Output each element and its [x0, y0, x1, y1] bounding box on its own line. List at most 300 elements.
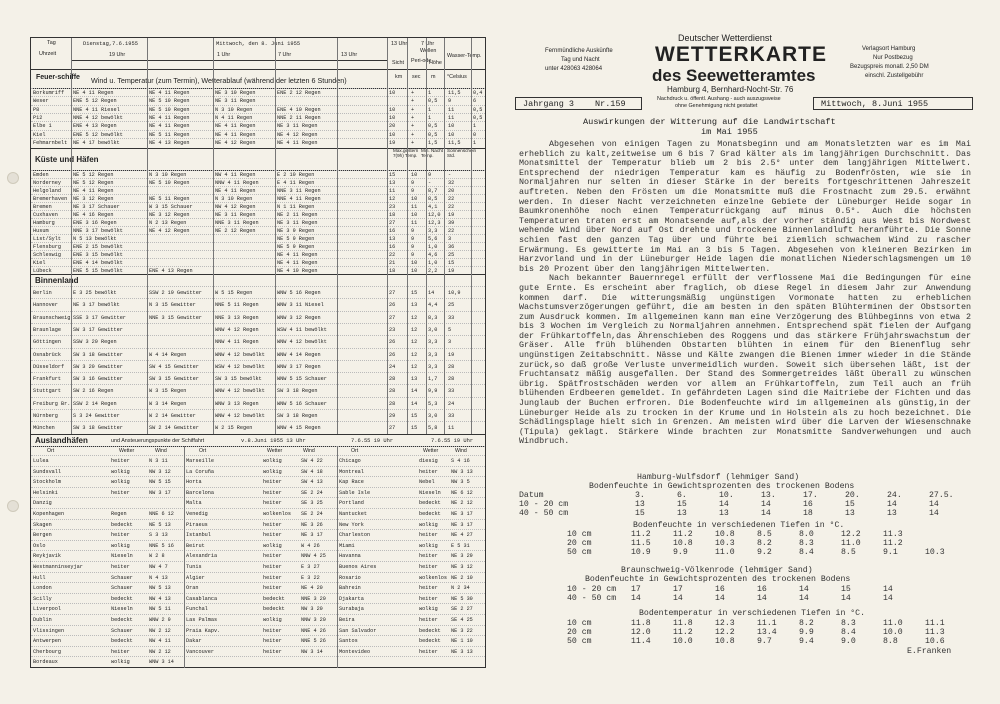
ausland-cell: NE 3 17 — [301, 532, 323, 539]
table-row — [31, 88, 485, 96]
ausland-cell: NW 3 17 — [149, 489, 171, 496]
table-row — [31, 397, 485, 409]
cell-a: ENE 2 15 bewölkt — [73, 244, 123, 250]
ausland-cell: Kap Race — [339, 479, 364, 486]
cell-d: SW 3 18 Regen — [277, 388, 318, 395]
t1-date: 24. — [887, 491, 902, 500]
cell-e: 10 — [389, 131, 396, 138]
cell-g: 12,3 — [428, 220, 441, 226]
ausland-cell: E 3 22 — [301, 574, 320, 581]
ausland-cell: NNE 5 26 — [301, 638, 326, 645]
cell-b: W 2 14 Gewitter — [149, 413, 196, 419]
cell-e: 26 — [389, 339, 396, 346]
cell-d: WNW 4 12 bewölkt — [277, 339, 327, 346]
t1-row1-label: 10 - 20 cm — [519, 500, 569, 509]
cell-a: NE 5 12 Regen — [73, 180, 114, 186]
cell-f: 15 — [411, 413, 418, 419]
ausland-date: v.8.Juni 1955 13 Uhr — [241, 438, 306, 444]
cell-g: 1 — [428, 90, 432, 96]
ausland-cell: Schauer — [111, 627, 133, 634]
cell-i: 6 — [473, 98, 477, 105]
masthead-right4: einschl. Zustellgebühr — [865, 73, 924, 79]
ausland-cell: Djakarta — [339, 595, 364, 602]
cell-c: NE 3 11 Regen — [215, 212, 256, 218]
cell-f: 15 — [411, 290, 418, 296]
ausland-cell: bedeckt — [263, 606, 285, 613]
cell-e: 12 — [389, 196, 396, 202]
ausland-cell: New York — [339, 521, 364, 528]
table-cell: 10.9 — [631, 548, 651, 557]
cell-i: 0,5 — [473, 106, 483, 113]
ausland-cell: heiter — [263, 564, 282, 570]
cell-n: Emden — [33, 172, 49, 178]
cell-e: 23 — [389, 204, 396, 210]
table-cell: 14 — [799, 594, 809, 603]
ausland-cell: W 2 8 — [149, 553, 165, 560]
cell-a: NNE 4 11 Riesel — [73, 106, 120, 113]
ausland-cell: NW 3 14 — [301, 648, 323, 655]
cell-h: 28 — [448, 376, 455, 383]
ausland-cell: NW 5 15 — [149, 479, 171, 486]
table-row — [31, 335, 485, 347]
table-cell: 8.4 — [799, 548, 814, 557]
t1-date: 27.5. — [929, 491, 954, 500]
ausland-cell: NE 3 17 — [451, 511, 473, 517]
cell-a: N 5 13 bewölkt — [73, 236, 117, 242]
table-cell: 14 — [673, 594, 683, 603]
cell-d: NE 5 9 Regen — [277, 236, 315, 242]
ausland-cell: Las Palmas — [186, 617, 218, 623]
ausland-cell: SW 4 13 — [301, 479, 323, 486]
cell-f: 10 — [411, 172, 418, 178]
table-cell: 11.2 — [883, 539, 903, 548]
ausland-cell: Praia Kapv. — [186, 627, 221, 634]
ausland-cell: heiter — [263, 585, 282, 592]
ausland-cell: Havanna — [339, 553, 361, 560]
cell-f: 14 — [411, 400, 418, 407]
cell-a: E 3 25 bewölkt — [73, 290, 117, 296]
cell-e: 20 — [389, 123, 396, 130]
cell-e: 15 — [389, 172, 396, 178]
cell-g: 0,5 — [428, 131, 438, 138]
cell-h: 33 — [448, 314, 455, 321]
ausland-cell: heiter — [419, 585, 438, 592]
table-cell: 11.1 — [925, 619, 945, 628]
cell-f: 10 — [411, 268, 418, 274]
ausland-cell: Skagen — [33, 521, 52, 528]
ausland-cell: bedeckt — [419, 511, 441, 517]
ausland-cell: Montreal — [339, 468, 364, 475]
table-cell: 16 — [757, 585, 767, 594]
table-row — [31, 266, 485, 274]
date-main: Mittwoch, den 8. Juni 1955 — [216, 41, 301, 47]
table-row — [31, 113, 485, 121]
table-cell: 11.0 — [841, 539, 861, 548]
ausland-cell: NE 4 27 — [451, 532, 473, 539]
cell-f: + — [411, 139, 415, 146]
table-row — [31, 178, 485, 186]
wind-caption: Wind u. Temperatur (zum Termin), Wetterablauf (während der letzten 6 Stunden) — [91, 76, 347, 85]
ausland-cell: NW 4 11 — [149, 638, 171, 645]
cell-n: Osnabrück — [33, 351, 62, 358]
depth-label: 10 cm — [567, 530, 592, 539]
cell-b: NE 4 11 Regen — [149, 123, 190, 130]
table-row — [31, 508, 485, 519]
cell-e: 27 — [389, 425, 396, 432]
cell-g: 3,3 — [428, 363, 438, 370]
ausland-cell: Stockholm — [33, 479, 62, 486]
cell-e: 10 — [389, 106, 396, 113]
ausland-cell: NE 4 20 — [301, 585, 323, 592]
table-cell: 11.8 — [631, 619, 651, 628]
ausland-cell: bedeckt — [419, 638, 441, 645]
table-row — [31, 540, 485, 551]
cell-g: 3,0 — [428, 413, 438, 419]
table-row — [31, 258, 485, 266]
t1-row2-value: 13 — [845, 509, 855, 518]
ausland-cell: heiter — [263, 500, 282, 507]
cell-e: 11 — [389, 188, 396, 194]
cell-c: NE 4 11 Regen — [215, 188, 256, 194]
cell-d: NE 4 11 Regen — [277, 252, 318, 258]
cell-f: 12 — [411, 351, 418, 358]
cell-e: 24 — [389, 363, 396, 370]
cell-h: - — [448, 172, 452, 178]
ausland-cell: Portland — [339, 500, 364, 507]
table-cell: 8.5 — [757, 530, 772, 539]
cell-g: 8,3 — [428, 314, 438, 321]
cell-b: SSW 2 19 Gewitter — [149, 290, 202, 296]
cell-a: NE 3 17 Schauer — [73, 204, 120, 210]
cell-d: WNW 3 12 Regen — [277, 314, 321, 321]
table-cell: 8.4 — [841, 628, 856, 637]
cell-e: 29 — [389, 413, 396, 419]
t1-row2-value: 14 — [761, 509, 771, 518]
cell-a: SW 2 16 Regen — [73, 388, 114, 395]
cell-b: NE 5 10 Regen — [149, 106, 190, 113]
ausland-cell: wolkig — [419, 606, 438, 613]
masthead-note1: Nachdruck u. öffentl. Aushang - auch auszugsweise — [657, 96, 781, 102]
ausland-cell: NE 1 10 — [451, 638, 473, 645]
cell-n: Göttingen — [33, 339, 62, 346]
ausland-col-header: Ort — [199, 448, 207, 454]
cell-e: 10 — [389, 114, 396, 121]
cell-n: Kiel — [33, 260, 46, 266]
cell-c: NE 4 11 Regen — [215, 123, 256, 130]
cell-d: WNW 4 14 Regen — [277, 351, 321, 358]
ausland-cell: NW 3 5 — [451, 479, 470, 486]
table-cell: 8.3 — [799, 539, 814, 548]
ausland-cell: Sable Isle — [339, 489, 371, 496]
ausland-cell: heiter — [263, 627, 282, 634]
cell-n: Kiel — [33, 131, 46, 138]
table-row — [31, 487, 485, 498]
ausland-cell: Beira — [339, 617, 355, 623]
ausland-col-header: Wetter — [267, 448, 283, 454]
cell-d: NE 3 11 Regen — [277, 220, 318, 226]
t1-row2-value: 13 — [677, 509, 687, 518]
table-cell: 8.2 — [799, 619, 814, 628]
tag-label: Tag — [47, 40, 56, 46]
cell-d: NE 4 10 Regen — [277, 268, 318, 274]
table-row — [31, 561, 485, 572]
cell-i: 1 — [473, 123, 477, 130]
ausland-col-header: Ort — [47, 448, 55, 454]
table-row — [31, 234, 485, 242]
ausland-cell: SE 4 25 — [451, 617, 473, 623]
km-label: km — [395, 74, 403, 80]
cell-f: + — [411, 131, 415, 138]
cell-f: 13 — [411, 376, 418, 383]
cell-b: W 4 14 Regen — [149, 351, 187, 358]
ausland-cell: Funchal — [186, 606, 208, 613]
article-body — [519, 140, 971, 447]
cell-h: 9 — [448, 98, 452, 105]
cell-a: ENE 5 12 bewölkt — [73, 131, 123, 138]
ausland-cell: wolkig — [111, 479, 130, 486]
cell-a: SW 3 18 Gewitter — [73, 425, 123, 432]
table-cell: 10.8 — [715, 637, 735, 646]
masthead-right2: Nur Postbezug — [873, 55, 913, 61]
ausland-cell: NE 5 30 — [451, 595, 473, 602]
ausland-cell: bedeckt — [419, 500, 441, 507]
table-cell: 12.0 — [631, 628, 651, 637]
bulletin — [515, 33, 975, 680]
ausland-cell: Danzig — [33, 500, 52, 507]
ausland-col-header: Ort — [351, 448, 359, 454]
ausland-cell: Liverpool — [33, 606, 62, 613]
cell-d: WNW 5 15 Schauer — [277, 376, 327, 383]
table-cell: 12.3 — [715, 619, 735, 628]
cell-i: 1 — [473, 139, 477, 146]
cell-e: 22 — [389, 252, 396, 258]
cell-e: 18 — [389, 268, 396, 274]
table-row — [31, 202, 485, 210]
cell-n: Lübeck — [33, 268, 52, 274]
cell-n: Stuttgart — [33, 388, 62, 395]
cell-b: NE 5 11 Regen — [149, 196, 190, 202]
depth-label: 50 cm — [567, 637, 592, 646]
cell-g: 1 — [428, 114, 432, 121]
table-cell: 10.8 — [673, 539, 693, 548]
cell-a: NE 4 11 Regen — [73, 188, 114, 194]
cell-h: 11,5 — [448, 139, 461, 146]
cell-d: WNW 4 15 Regen — [277, 425, 321, 432]
ausland-cell: bedeckt — [111, 617, 133, 623]
cell-h: 25 — [448, 252, 455, 258]
cell-f: 13 — [411, 302, 418, 309]
table-cell: 11.3 — [925, 628, 945, 637]
table-cell: 14 — [799, 585, 809, 594]
ausland-cell: heiter — [263, 574, 282, 581]
cell-a: SW 3 20 Gewitter — [73, 363, 123, 370]
masthead-left1: Fernmündliche Auskünfte — [545, 48, 613, 54]
cell-e: 27 — [389, 290, 396, 296]
cell-b: W 3 15 Regen — [149, 388, 187, 395]
cell-a: NE 3 12 Regen — [73, 196, 114, 202]
ausland-cell: Sundsvall — [33, 468, 62, 475]
cell-d: NE 4 11 Regen — [277, 139, 318, 146]
table-row — [31, 455, 485, 466]
t1-row1-value: 15 — [677, 500, 687, 509]
cell-c: NNW 4 11 Regen — [215, 180, 259, 186]
ausland-cell: bedeckt — [111, 595, 133, 602]
table-cell: 9.9 — [799, 628, 814, 637]
ausland-col-header: Wind — [455, 448, 467, 454]
ausland-cell: Dublin — [33, 617, 52, 623]
table-row — [31, 603, 485, 614]
cell-a: NE 4 11 Regen — [73, 90, 114, 96]
col-7-label: 7 Uhr — [421, 41, 435, 47]
t1-row1-value: 16 — [803, 500, 813, 509]
cell-h: 24 — [448, 400, 455, 407]
t1-row2-value: 13 — [887, 509, 897, 518]
masthead-left3: unter 428063 428064 — [545, 66, 603, 72]
cell-g: 14 — [428, 290, 435, 296]
t1-row1-value: 14 — [887, 500, 897, 509]
cell-d: NE 5 9 Regen — [277, 244, 315, 250]
ausland-cell: heiter — [419, 468, 438, 475]
t4-title: Bodentemperatur in verschiedenen Tiefen in °C. — [639, 609, 866, 618]
article-paragraph-2: Nach bekannter Bauernregel erfüllt der verflossene Mai die Bedingungen für eine gute Ernte. Es erscheint aber fraglich, ob diese Regel in diesem Jahr zur Anwendung kommen darf. Die witterungsmäßig ungünstigen Vormonate hatten zu erheblichen Wachstumsverzögerungen geführt, die am besten in den späten Blühterminen der Obstsorten zum Ausdruck kommen. Im allgemeinen kann man eine Verzögerung des Blühbeginns von etwa 2 bis 3 Wochen im Vergleich zu Normaljahren annehmen. Entsprechend spät fielen der Aufgang der Frühkartoffeln,das Ährenschieben des Roggens und das stärkere Frühjahrswachstum der Gräser. Alle früh blühenden Obstarten blühten in einem für den Bienenflug sehr ungünstigen Zeitabschnitt. Nässe und Kälte zwangen die Bienen immer wieder in die Stände zurück,so daß große Verluste unvermeidlich wurden. Soweit sich übersehen läßt, ist der Fruchtansatz mäßig ausgefallen. Der Stand des Sommergetreides läßt überall zu wünschen übrig. Spätfrostschäden werden vor allem an Frühkartoffeln, zum Teil auch an früh blühenden Erdbeeren gemeldet. In gefährdeten Lagen sind die Maitriebe der Fichten und das Junglaub der Buchen erfroren. Die Bodenfeuchte wird im allgemeinen als günstig,in der Lüneburger Heide als zu trocken in der Krume und in Holstein als zu hoch bezeichnet. Die Schädlingsplage hielt sich in Grenzen. Am meisten wird über die Larven der Wiesenschnake (Tipula) geklagt. Stärkere Winde brachten zur Monatsmitte Sandverwehungen und auch Windbruch. — [519, 273, 971, 447]
ausland-cell: heiter — [111, 648, 130, 655]
cell-b: NE 4 12 Regen — [149, 228, 190, 234]
cell-f: 9 — [411, 188, 415, 194]
cell-c: WNW 4 12 bewölkt — [215, 413, 265, 419]
table-cell: 11.5 — [631, 539, 651, 548]
cell-d: ENE 2 12 Regen — [277, 90, 321, 96]
ausland-cell: wolkig — [111, 468, 130, 475]
cell-h: 11 — [448, 114, 455, 121]
t1-title: Hamburg-Wulfsdorf (lehmiger Sand) — [637, 473, 800, 482]
ausland-cell: wolkig — [419, 542, 438, 549]
cell-n: List/Sylt — [33, 236, 62, 242]
cell-b: NE 5 10 Regen — [149, 98, 190, 105]
cell-e: 16 — [389, 228, 396, 234]
cell-e: 23 — [389, 326, 396, 333]
table-row — [31, 421, 485, 433]
table-cell: 8.5 — [841, 548, 856, 557]
cell-d: N 1 11 Regen — [277, 204, 315, 210]
cell-f: 10 — [411, 260, 418, 266]
table-cell: 11.1 — [757, 619, 777, 628]
t1-sub: Bodenfeuchte in Gewichtsprozenten des trockenen Bodens — [589, 482, 855, 491]
ausland-cell: heiter — [419, 595, 438, 602]
punch-hole — [7, 172, 19, 184]
ausland-cell: Oslo — [33, 542, 46, 549]
ausland-cell: NNE 4 26 — [301, 627, 326, 634]
ausland-cell: heiter — [419, 553, 438, 560]
ausland-cell: NE 5 13 — [149, 521, 171, 528]
cell-d: WNW 3 11 Niesel — [277, 302, 324, 309]
cell-d: NE 3 9 Regen — [277, 228, 315, 234]
t1-row1-value: 14 — [761, 500, 771, 509]
ausland-col-header: Wetter — [423, 448, 439, 454]
cell-n: Cuxhaven — [33, 212, 58, 218]
min-label: Min. Nacht Temp. — [421, 148, 443, 158]
ausland-sub: und Ansteuerungspunkte der Schiffahrt — [111, 438, 205, 444]
t1-date: 20. — [845, 491, 860, 500]
ausland-cell: NW 4 13 — [149, 595, 171, 602]
ausland-cell: W 4 26 — [301, 542, 320, 549]
cell-f: 10 — [411, 196, 418, 202]
ausland-cell: wolkig — [263, 458, 282, 464]
cell-f: + — [411, 98, 415, 105]
table-cell: 14 — [883, 594, 893, 603]
table-row — [31, 242, 485, 250]
table-cell: 11.4 — [631, 637, 651, 646]
table-row — [31, 138, 485, 146]
cell-a: NE 4 17 bewölkt — [73, 139, 120, 146]
ausland-cell: NNE 3 20 — [301, 595, 326, 602]
cell-d: NNE 4 11 Regen — [277, 196, 321, 202]
table-cell: 15 — [841, 585, 851, 594]
ausland-cell: wolkig — [263, 542, 282, 549]
table-row — [31, 286, 485, 298]
ausland-cell: SE 2 27 — [451, 606, 473, 613]
depth-label: 20 cm — [567, 539, 592, 548]
cell-d: ENE 4 10 Regen — [277, 106, 321, 113]
table-row — [31, 582, 485, 593]
cell-b: W 3 14 Regen — [149, 400, 187, 407]
ausland-cell: SW 4 18 — [301, 468, 323, 475]
ausland-cell: wolkig — [419, 521, 438, 528]
ausland-cell: NW 3 20 — [301, 606, 323, 613]
table-row — [31, 130, 485, 138]
cell-c: NNW 4 11 Regen — [215, 339, 259, 346]
ausland-cell: Malta — [186, 500, 202, 507]
table-row — [31, 384, 485, 396]
ausland-cell: Marseille — [186, 458, 215, 464]
cell-c: W 5 15 Regen — [215, 290, 253, 296]
ausland-cell: Scilly — [33, 595, 52, 602]
cell-b: NE 4 11 Regen — [149, 114, 190, 121]
table-row — [31, 625, 485, 636]
masthead-left2: Tag und Nacht — [561, 57, 600, 63]
table-cell: 9.1 — [883, 548, 898, 557]
table-row — [31, 298, 485, 310]
ausland-cell: Montevideo — [339, 648, 371, 655]
ausland-cell: San Salvador — [339, 627, 377, 634]
cell-c: WNW 4 12 bewölkt — [215, 351, 265, 358]
ausland-cell: Santos — [339, 638, 358, 645]
ausland-cell: NW 3 13 — [451, 468, 473, 475]
cell-g: 12,0 — [428, 212, 441, 218]
ausland-cell: wolkig — [263, 617, 282, 623]
t1-row1-value: 14 — [929, 500, 939, 509]
ausland-cell: Schauer — [111, 585, 133, 592]
table-cell: 9.7 — [757, 637, 772, 646]
masthead-right3: Bezugspreis monatl. 2,50 DM — [850, 64, 929, 70]
signature: E.Franken — [907, 647, 952, 656]
cell-g: 8,5 — [428, 196, 438, 202]
ausland-cell: heiter — [263, 489, 282, 496]
cell-c: W 2 15 Regen — [215, 425, 253, 432]
cell-c: WNW 3 13 Regen — [215, 400, 259, 407]
cell-n: Nürnberg — [33, 413, 58, 419]
cell-g: 9,9 — [428, 388, 438, 395]
ausland-cell: Nebel — [419, 479, 435, 486]
ausland-cell: N 2 34 — [451, 585, 470, 592]
cell-g: 0,5 — [428, 98, 438, 105]
ausland-heading: Auslandhäfen — [35, 436, 88, 445]
ausland-cell: Miami — [339, 542, 355, 549]
table-cell: 8.8 — [883, 637, 898, 646]
cell-g: 1,7 — [428, 376, 438, 383]
jahrgang: Jahrgang 3 — [523, 99, 575, 109]
ausland-cell: Kopenhagen — [33, 511, 65, 517]
ausland-cell: heiter — [419, 648, 438, 655]
